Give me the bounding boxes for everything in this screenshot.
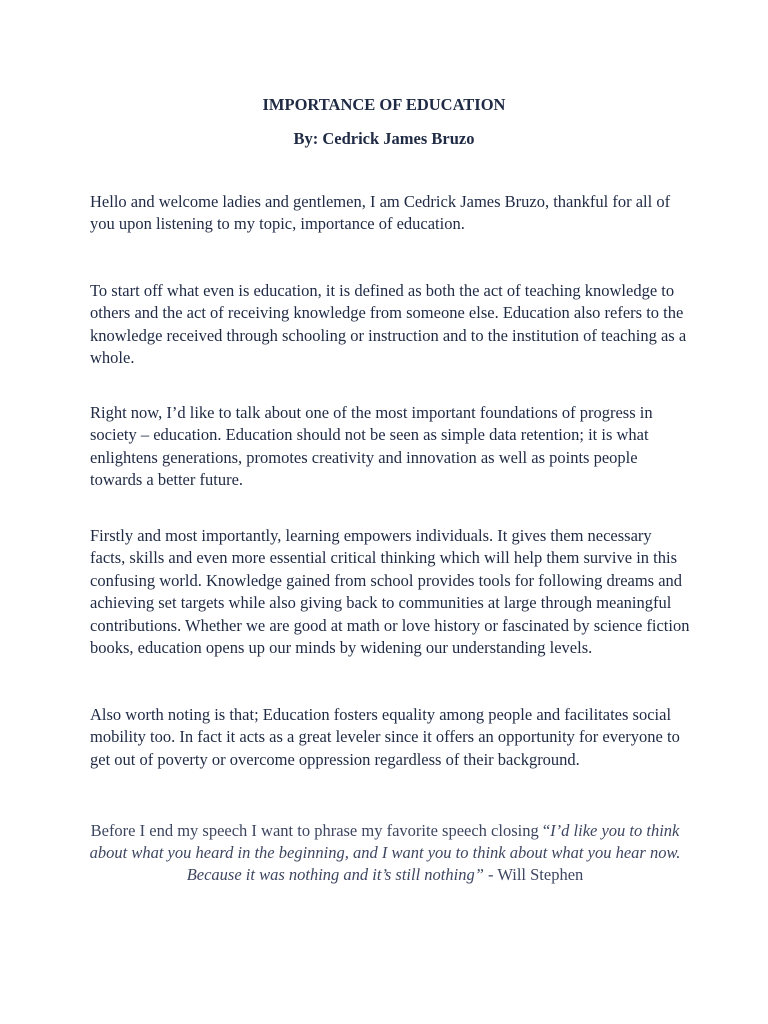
closing-paragraph — [88, 820, 682, 886]
closing-quote: I’d like you to think about what you heard in the beginning, and I want you to think about what you hear now. Because it was nothing and it’s still nothing” — [89, 821, 681, 884]
closing-attribution: - Will Stephen — [483, 865, 584, 884]
paragraph-definition: To start off what even is education, it is defined as both the act of teaching knowledge to others and the act of receiving knowledge from someone else. Education also refers to the knowledge received through schooling or instruction and to the institution of teaching as a whole. — [90, 281, 687, 368]
author-line: By: Cedrick James Bruzo — [293, 129, 475, 148]
paragraph-foundations: Right now, I’d like to talk about one of the most important foundations of progress in society – education. Education should not be seen as simple data retention; it is what enlightens generations, promotes creativity and innovation as well as points people towards a better future. — [90, 403, 653, 490]
paragraph-empowerment: Firstly and most importantly, learning empowers individuals. It gives them necessary facts, skills and even more essential critical thinking which will help them survive in this confusing world. Knowledge gained from school provides tools for following dreams and achieving set targets while also giving back to communities at large through meaningful contributions. Whether we are good at math or love history or fascinated by science fiction books, education opens up our minds by widening our understanding levels. — [90, 526, 690, 658]
closing-lead: Before I end my speech I want to phrase my favorite speech closing “ — [90, 821, 551, 840]
paragraph-intro: Hello and welcome ladies and gentlemen, I am Cedrick James Bruzo, thankful for all of you upon listening to my topic, importance of education. — [90, 192, 671, 234]
paragraph-equality: Also worth noting is that; Education fosters equality among people and facilitates social mobility too. In fact it acts as a great leveler since it offers an opportunity for everyone to get out of poverty or overcome oppression regardless of their background. — [90, 705, 680, 769]
document-title: IMPORTANCE OF EDUCATION — [262, 95, 506, 114]
